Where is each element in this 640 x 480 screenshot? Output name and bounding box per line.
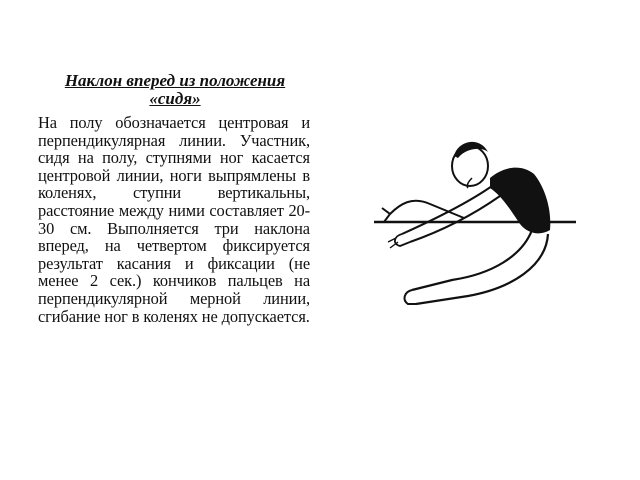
seated-forward-bend-illustration xyxy=(372,126,582,306)
document-title: Наклон вперед из положения «сидя» xyxy=(64,71,286,108)
seated-forward-bend-icon xyxy=(372,126,582,306)
document-body: На полу обозначается центровая и перпендикулярная линии. Участник, сидя на полу, ступнями ног касается центровой линии, ноги выпрямлены в коленях, ступни вертикальны, расстояние между ними составляет 20-30 см. Выполняется три наклона вперед, на четвертом фиксируется результат касания и фиксации (не менее 2 сек.) кончиков пальцев на перпендикулярной мерной линии, сгибание ног в коленях не допускается. xyxy=(38,113,310,326)
